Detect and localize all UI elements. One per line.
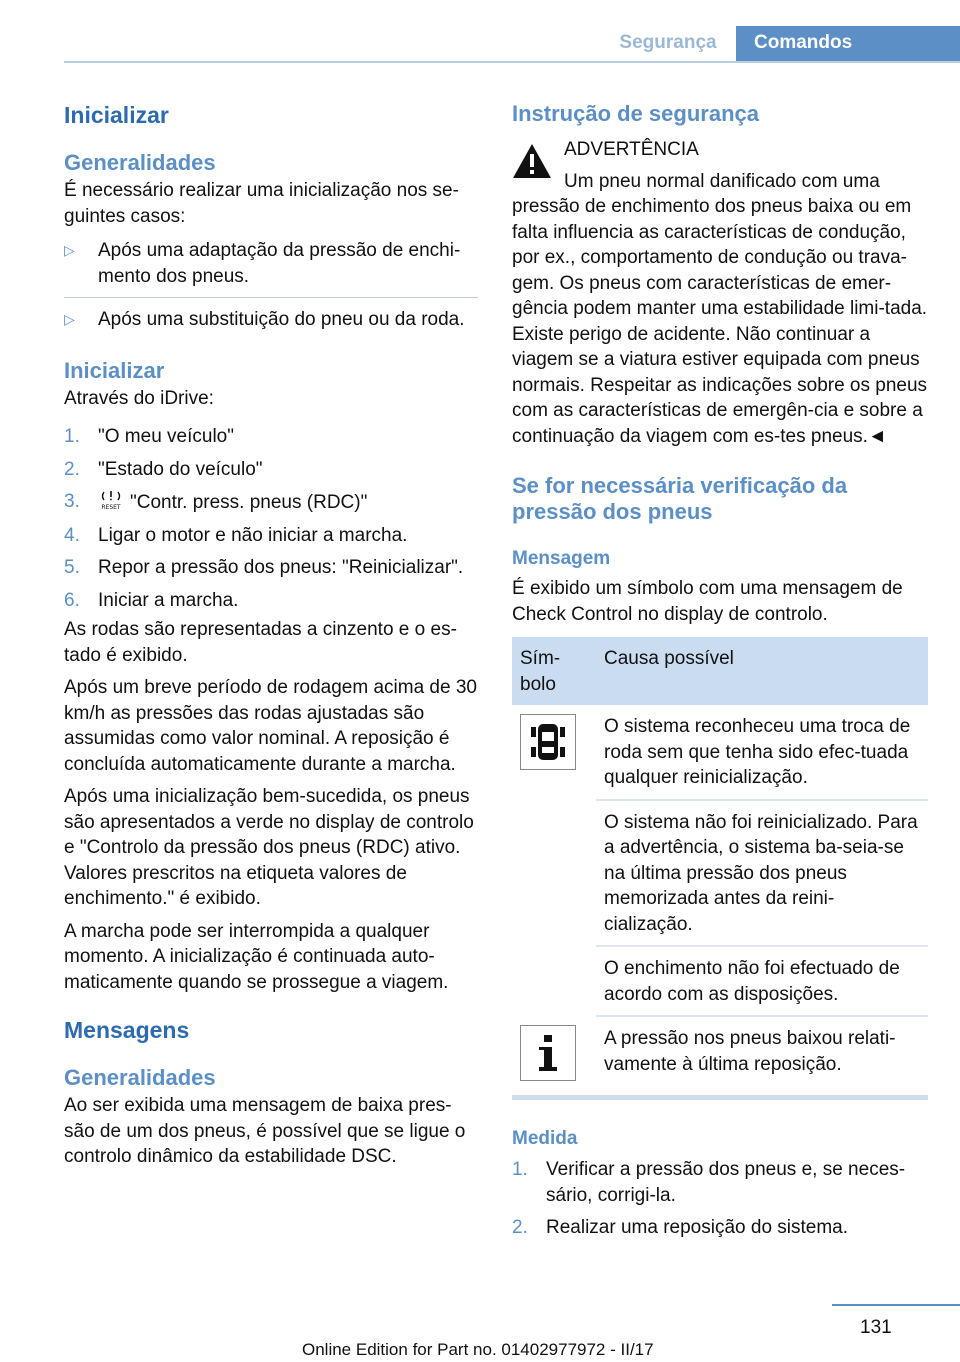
list-item: 3. RESET "Contr. press. pneus (RDC)" xyxy=(64,491,368,513)
header-tab-seguranca[interactable]: Segurança xyxy=(619,32,717,53)
page-number: 131 xyxy=(860,1317,892,1338)
list-item: 5. Repor a pressão dos pneus: "Reinicializar". xyxy=(64,557,464,578)
symbol-cell xyxy=(512,705,596,1016)
triangle-bullet-icon: ▷ xyxy=(64,311,75,327)
cases-list xyxy=(64,238,478,333)
warning-title: ADVERTÊNCIA xyxy=(564,139,699,160)
edition-note: Online Edition for Part no. 01402977972 - II/17 xyxy=(302,1340,654,1359)
list-item-text: Após uma adaptação da pressão de enchi‐mento dos pneus. xyxy=(98,240,461,287)
warning-text: pressão de enchimento dos pneus baixa ou em falta influencia as características de condução, por ex., comportamento de condução ou trava‐gem. Os pneus com características de emer‐gência podem manter uma estabilidade limi‐tada. Existe perigo de acidente. Não continuar a viagem se a viatura estiver equipada com pneus normais. Respeitar as indicações sobre os pneus com as características de emergên‐cia e sobre a continuação da viagem com es‐tes pneus.◄ xyxy=(512,196,928,447)
list-item: 2. "Estado do veículo" xyxy=(64,458,263,480)
cause-cell: A pressão nos pneus baixou relati‐vamente à última reposição. xyxy=(604,1028,896,1075)
right-column xyxy=(512,100,928,1248)
heading-generalidades: Generalidades xyxy=(64,150,216,175)
heading-medida: Medida xyxy=(512,1128,578,1149)
list-item-text: "Estado do veículo" xyxy=(98,458,263,480)
list-item-text: "Contr. press. pneus (RDC)" xyxy=(130,492,368,513)
table-bottom-rule xyxy=(512,1095,928,1100)
list-item-text: Verificar a pressão dos pneus e, se neces‐sário, corrigi-la. xyxy=(546,1159,906,1206)
measures-list xyxy=(512,1157,928,1241)
triangle-bullet-icon: ▷ xyxy=(64,242,75,258)
intro-paragraph: É necessário realizar uma inicialização nos se‐guintes casos: xyxy=(64,180,459,227)
paragraph-dsc: Ao ser exibida uma mensagem de baixa pres‐são de um dos pneus, é possível que se ligue o controlo dinâmico da estabilidade DSC. xyxy=(64,1095,466,1167)
table-row xyxy=(512,705,928,800)
list-separator xyxy=(64,297,478,298)
paragraph-wheels-grey: As rodas são representadas a cinzento e o es‐tado é exibido. xyxy=(64,619,457,666)
reset-label: RESET xyxy=(101,504,121,511)
header-tab-comandos[interactable]: Comandos xyxy=(736,26,960,62)
heading-mensagens: Mensagens xyxy=(64,1017,190,1043)
warning-block xyxy=(512,137,928,194)
cause-cell: O sistema não foi reinicializado. Para a advertência, o sistema ba‐seia-se na última pressão dos pneus memorizada antes da reini‐cialização. xyxy=(596,800,928,947)
paragraph-nominal-value: Após um breve período de rodagem acima de 30 km/h as pressões das rodas ajustadas são assumidas como valor nominal. A reposição é concluída automaticamente durante a marcha. xyxy=(64,677,477,775)
left-column xyxy=(64,100,478,1170)
list-item-text: "O meu veículo" xyxy=(98,426,234,447)
cause-cell: O sistema reconheceu uma troca de roda sem que tenha sido efec‐tuada qualquer reinicialização. xyxy=(596,705,928,800)
list-item: 6. Iniciar a marcha. xyxy=(64,589,239,611)
cause-cell: O enchimento não foi efectuado de acordo com as disposições. xyxy=(596,946,928,1016)
table-header-row xyxy=(512,637,928,705)
footer-rule xyxy=(832,1304,960,1306)
list-item: 2. Realizar uma reposição do sistema. xyxy=(512,1217,849,1238)
list-item-text: Repor a pressão dos pneus: "Reinicializar". xyxy=(98,557,464,578)
messages-table xyxy=(512,637,928,1095)
via-idrive-text: Através do iDrive: xyxy=(64,387,214,409)
car-tire-warning-icon xyxy=(520,714,576,770)
list-item-text: Realizar uma reposição do sistema. xyxy=(546,1217,849,1238)
list-item: 1. Verificar a pressão dos pneus e, se neces‐sário, corrigi-la. xyxy=(512,1159,906,1206)
steps-list xyxy=(64,424,478,613)
paragraph-check-control: É exibido um símbolo com uma mensagem de Check Control no display de controlo. xyxy=(512,578,903,625)
list-item-text: Após uma substituição do pneu ou da roda. xyxy=(98,309,465,330)
list-item-text: Ligar o motor e não iniciar a marcha. xyxy=(98,524,408,546)
list-item-text: Iniciar a marcha. xyxy=(98,589,239,611)
table-row xyxy=(512,1016,928,1095)
heading-instrucao-seguranca: Instrução de segurança xyxy=(512,101,759,126)
heading-generalidades-2: Generalidades xyxy=(64,1065,216,1090)
symbol-cell xyxy=(512,1016,596,1095)
col-header-cause: Causa possível xyxy=(596,637,928,705)
list-item: 4. Ligar o motor e não iniciar a marcha. xyxy=(64,524,408,546)
warning-triangle-icon xyxy=(512,143,552,187)
col-header-symbol: Sím‐bolo xyxy=(512,637,596,705)
heading-mensagem: Mensagem xyxy=(512,548,611,569)
heading-verificacao-pressao: Se for necessária verificação da pressão dos pneus xyxy=(512,473,848,524)
tire-reset-icon xyxy=(98,489,124,511)
header-rule xyxy=(64,61,960,63)
paragraph-success: Após uma inicialização bem-sucedida, os pneus são apresentados a verde no display de controlo e "Controlo da pressão dos pneus (RDC) ativo. Valores prescritos na etiqueta valores de enchimento." é exibido. xyxy=(64,786,474,909)
heading-inicializar-2: Inicializar xyxy=(64,357,165,383)
list-item xyxy=(64,307,478,333)
list-item: 1. "O meu veículo" xyxy=(64,426,234,447)
heading-inicializar: Inicializar xyxy=(64,102,169,128)
warning-first-line: Um pneu normal danificado com uma xyxy=(564,170,880,192)
list-item xyxy=(64,238,478,289)
info-icon xyxy=(520,1025,576,1081)
paragraph-interruption: A marcha pode ser interrompida a qualquer momento. A inicialização é continuada auto‐maticamente quando se prossegue a viagem. xyxy=(64,920,449,993)
